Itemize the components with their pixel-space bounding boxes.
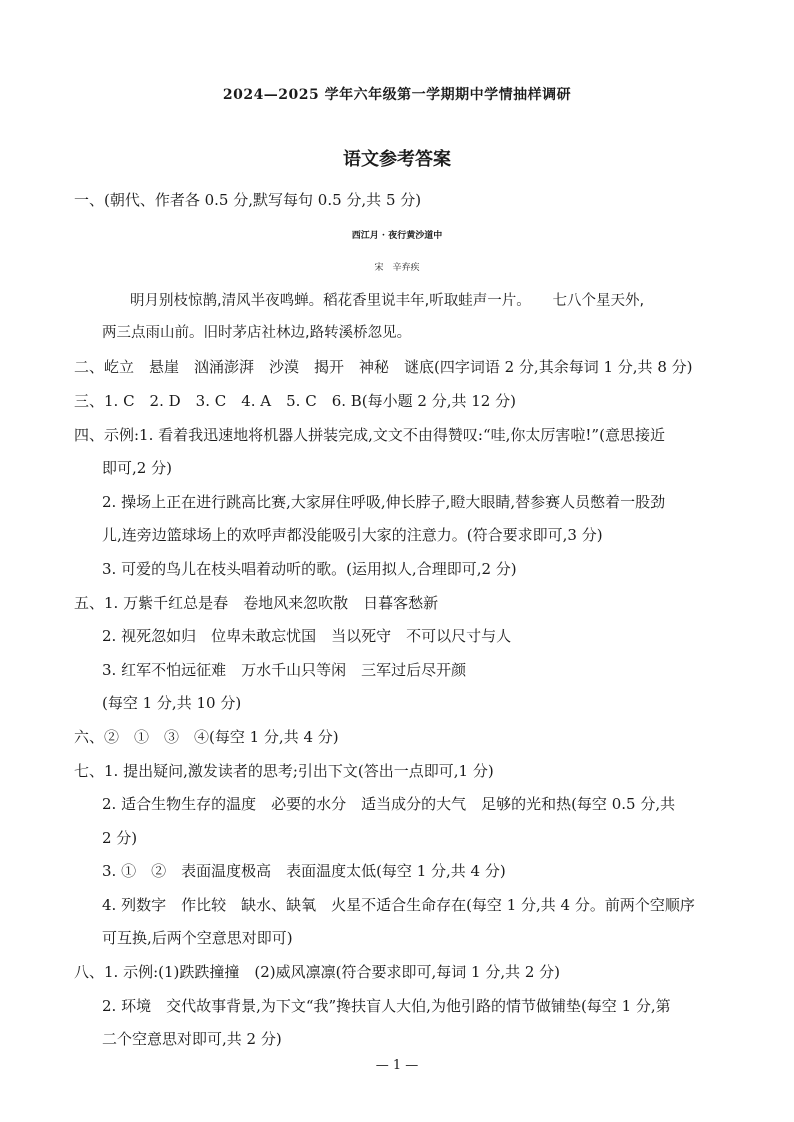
poem-line-1: 明月别枝惊鹊,清风半夜鸣蝉。稻花香里说丰年,听取蛙声一片。 七八个星天外, bbox=[130, 293, 645, 309]
q3-answer: 三、1. C 2. D 3. C 4. A 5. C 6. B(每小题 2 分,共 12 分) bbox=[74, 392, 516, 410]
q4-line-1: 四、示例:1. 看着我迅速地将机器人拼装完成,文文不由得赞叹:“哇,你太厉害啦!”(意思接近 bbox=[74, 426, 665, 444]
q1-label: 一、(朝代、作者各 0.5 分,默写每句 0.5 分,共 5 分) bbox=[74, 191, 422, 209]
q4-line-2: 即可,2 分) bbox=[102, 459, 172, 477]
q8-line-1: 八、1. 示例:(1)跌跌撞撞 (2)威风凛凛(符合要求即可,每词 1 分,共 2 分) bbox=[74, 963, 561, 981]
q5-line-1: 五、1. 万紫千红总是春 卷地风来忽吹散 日暮客愁新 bbox=[74, 594, 439, 612]
q7-line-5: 4. 列数字 作比较 缺水、缺氧 火星不适合生命存在(每空 1 分,共 4 分。前两个空顺序 bbox=[102, 896, 695, 914]
q5-line-2: 2. 视死忽如归 位卑未敢忘忧国 当以死守 不可以尺寸与人 bbox=[102, 627, 512, 645]
q8-line-2: 2. 环境 交代故事背景,为下文“我”搀扶盲人大伯,为他引路的情节做铺垫(每空 1 分,第 bbox=[102, 997, 671, 1015]
q8-line-3: 二个空意思对即可,共 2 分) bbox=[102, 1030, 282, 1048]
poem-title: 西江月 · 夜行黄沙道中 bbox=[351, 231, 443, 241]
q7-line-4: 3. ① ② 表面温度极高 表面温度太低(每空 1 分,共 4 分) bbox=[102, 862, 506, 880]
q7-line-1: 七、1. 提出疑问,激发读者的思考;引出下文(答出一点即可,1 分) bbox=[74, 762, 494, 780]
q7-line-3: 2 分) bbox=[102, 829, 138, 847]
q7-line-6: 可互换,后两个空意思对即可) bbox=[102, 929, 293, 947]
page-number: — 1 — bbox=[375, 1058, 419, 1073]
q5-line-3: 3. 红军不怕远征难 万水千山只等闲 三军过后尽开颜 bbox=[102, 661, 467, 679]
q7-line-2: 2. 适合生物生存的温度 必要的水分 适当成分的大气 足够的光和热(每空 0.5 分,共 bbox=[102, 795, 676, 813]
q4-line-4: 儿,连旁边篮球场上的欢呼声都没能吸引大家的注意力。(符合要求即可,3 分) bbox=[102, 526, 603, 544]
poem-line-2: 两三点雨山前。旧时茅店社林边,路转溪桥忽见。 bbox=[102, 325, 412, 341]
q6-answer: 六、② ① ③ ④(每空 1 分,共 4 分) bbox=[74, 728, 339, 746]
page-title: 2024—2025 学年六年级第一学期期中学情抽样调研 bbox=[222, 87, 572, 103]
q2-answer: 二、屹立 悬崖 汹涌澎湃 沙漠 揭开 神秘 谜底(四字词语 2 分,其余每词 1 分,共 8 分) bbox=[74, 358, 693, 376]
q4-line-3: 2. 操场上正在进行跳高比赛,大家屏住呼吸,伸长脖子,瞪大眼睛,替参赛人员憋着一股劲 bbox=[102, 493, 666, 511]
q5-line-4: (每空 1 分,共 10 分) bbox=[102, 694, 242, 712]
page-subtitle: 语文参考答案 bbox=[343, 149, 451, 170]
q4-line-5: 3. 可爱的鸟儿在枝头唱着动听的歌。(运用拟人,合理即可,2 分) bbox=[102, 560, 517, 578]
poem-author: 宋 辛弃疾 bbox=[374, 263, 420, 273]
